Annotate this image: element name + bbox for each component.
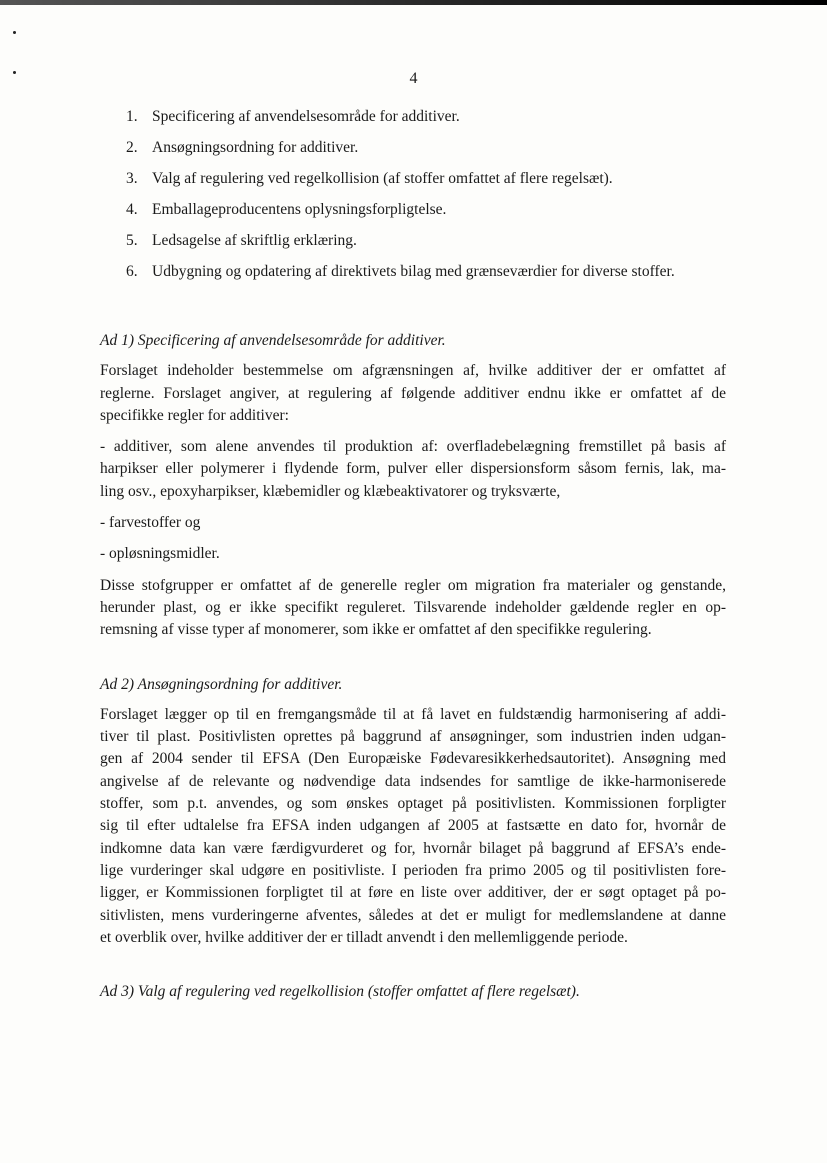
section-1-bullet-colorants: - farvestoffer og (100, 514, 201, 532)
topic-list-item: 6. Udbygning og opdatering af direktivets bilag med grænseværdier for diverse stoffer. (126, 263, 675, 280)
section-heading-2: Ad 2) Ansøgningsordning for additiver. (100, 675, 343, 693)
section-1-paragraph-scope: Forslaget indeholder bestemmelse om afgrænsningen af, hvilke additiver der er omfattet af reglerne. Forslaget angiver, at regulering af følgende additiver endnu ikke er omfattet af de specifikke regler for additiver: (100, 362, 726, 424)
topic-list-item: 2. Ansøgningsordning for additiver. (126, 139, 359, 156)
section-1-paragraph-general-rules: Disse stofgrupper er omfattet af de generelle regler om migration fra materialer og genstande, herunder plast, og er ikke specifikt reguleret. Tilsvarende indeholder gældende regler en op- remsning af visse typer af monomerer, som ikke er omfattet af den specifikke regulering. (100, 576, 726, 639)
scan-speck (13, 31, 16, 34)
page-number: 4 (409, 70, 418, 87)
topic-list-item: 1. Specificering af anvendelsesområde for additiver. (126, 108, 460, 125)
topic-list-item: 3. Valg af regulering ved regelkollision (af stoffer omfattet af flere regelsæt). (126, 170, 613, 187)
section-heading-3: Ad 3) Valg af regulering ved regelkollision (stoffer omfattet af flere regelsæt). (100, 983, 580, 1001)
topic-list (126, 108, 675, 294)
section-2-paragraph: Forslaget lægger op til en fremgangsmåde til at få lavet en fuldstændig harmonisering af addi- tiver til plast. Positivlisten oprettes på baggrund af ansøgninger, som industrien inden udgan- gen af 2004 sender til EFSA (Den Europæiske Fødevaresikkerhedsautoritet). Ansøgning med angivelse af de relevante og nødvendige data indsendes for samtlige de ikke-harmoniserede stoffer, som p.t. anvendes, og som ønskes optaget på positivlisten. Kommissionen forpligter sig til efter udtalelse fra EFSA inden udgangen af 2005 at fastsætte en dato for, hvornår de indkomne data kan være færdigvurderet og for, hvornår bilaget på baggrund af EFSA’s ende- lige vurderinger skal udgøre en positivliste. I perioden fra primo 2005 og til positivlisten fore- ligger, er Kommissionen forpligtet til at føre en liste over additiver, der er søgt optaget på po- sitivlisten, mens vurderingerne afventes, således at det er muligt for medlemslandene at danne et overblik over, hvilke additiver der er tilladt anvendt i den mellemliggende periode. (100, 705, 726, 946)
document-body (100, 330, 726, 1011)
section-1-bullet-solvents: - opløsningsmidler. (100, 545, 220, 563)
topic-list-item: 4. Emballageproducentens oplysningsforpligtelse. (126, 201, 447, 218)
section-heading-1: Ad 1) Specificering af anvendelsesområde for additiver. (100, 332, 446, 349)
section-1-paragraph-exclusions: - additiver, som alene anvendes til produktion af: overfladebelægning fremstillet på basis af harpikser eller polymerer i flydende form, pulver eller dispersionsform såsom fernis, lak, ma- ling osv., epoxyharpikser, klæbemidler og klæbeaktivatorer og tryksværte, (100, 438, 726, 500)
scan-top-edge (0, 0, 827, 5)
topic-list-item: 5. Ledsagelse af skriftlig erklæring. (126, 232, 357, 249)
